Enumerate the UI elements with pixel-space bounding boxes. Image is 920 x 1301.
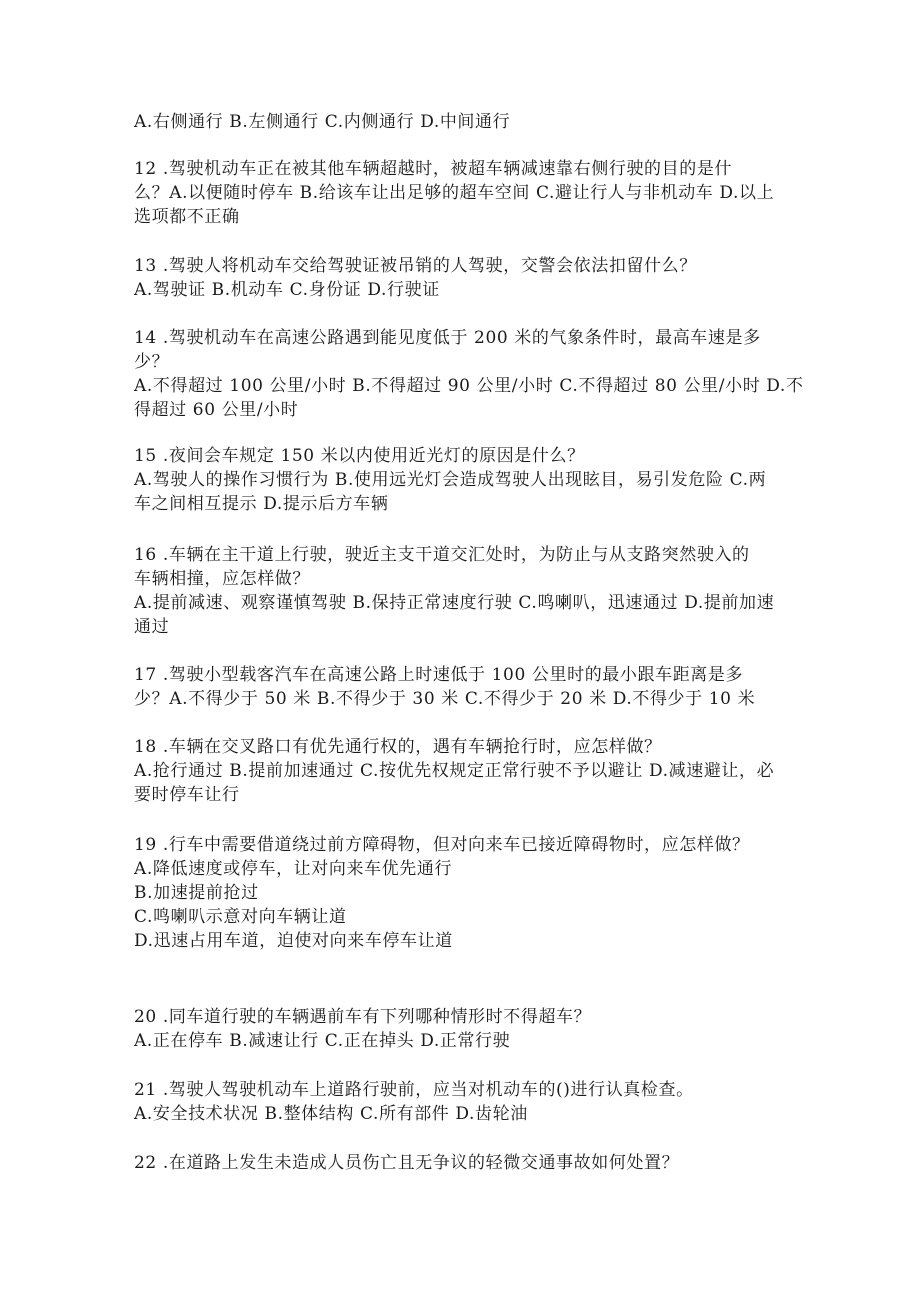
question-option-d: D.迅速占用车道，迫使对向来车停车让道 xyxy=(134,931,453,951)
question-stem: 21 .驾驶人驾驶机动车上道路行驶前，应当对机动车的()进行认真检查。 xyxy=(134,1080,694,1100)
question-stem: 12 .驾驶机动车正在被其他车辆超越时，被超车辆减速靠右侧行驶的目的是什 xyxy=(134,159,733,179)
question-20 xyxy=(134,1005,789,1053)
question-17 xyxy=(134,663,789,711)
question-options: 选项都不正确 xyxy=(134,207,240,227)
question-stem: 22 .在道路上发生未造成人员伤亡且无争议的轻微交通事故如何处置？ xyxy=(134,1153,680,1173)
question-21 xyxy=(134,1078,789,1126)
question-12 xyxy=(134,157,789,229)
question-stem: 17 .驾驶小型载客汽车在高速公路上时速低于 100 公里时的最小跟车距离是多 xyxy=(134,665,744,685)
question-stem: 14 .驾驶机动车在高速公路遇到能见度低于 200 米的气象条件时，最高车速是多 xyxy=(134,328,761,348)
question-options: A.提前减速、观察谨慎驾驶 B.保持正常速度行驶 C.鸣喇叭，迅速通过 D.提前加速 xyxy=(134,593,775,613)
question-stem: 18 .车辆在交叉路口有优先通行权的，遇有车辆抢行时，应怎样做？ xyxy=(134,737,662,757)
question-13 xyxy=(134,254,789,302)
question-options: 得超过 60 公里/小时 xyxy=(134,400,299,420)
question-options: 么？A.以便随时停车 B.给该车让出足够的超车空间 C.避让行人与非机动车 D.以上 xyxy=(134,183,775,203)
question-stem: 13 .驾驶人将机动车交给驾驶证被吊销的人驾驶，交警会依法扣留什么？ xyxy=(134,256,697,276)
question-stem: 15 .夜间会车规定 150 米以内使用近光灯的原因是什么？ xyxy=(134,446,585,466)
question-stem: 车辆相撞，应怎样做？ xyxy=(134,569,310,589)
question-22 xyxy=(134,1151,789,1175)
question-option-c: C.鸣喇叭示意对向车辆让道 xyxy=(134,907,347,927)
question-option-a: A.降低速度或停车，让对向来车优先通行 xyxy=(134,859,453,879)
question-stem: 19 .行车中需要借道绕过前方障碍物，但对向来车已接近障碍物时，应怎样做？ xyxy=(134,835,750,855)
question-16 xyxy=(134,543,789,639)
question-options: A.安全技术状况 B.整体结构 C.所有部件 D.齿轮油 xyxy=(134,1104,528,1124)
question-options: A.不得超过 100 公里/小时 B.不得超过 90 公里/小时 C.不得超过 80 公里/小时 D.不 xyxy=(134,376,804,396)
question-options: 少？A.不得少于 50 米 B.不得少于 30 米 C.不得少于 20 米 D.不得少于 10 米 xyxy=(134,689,756,709)
question-stem: 16 .车辆在主干道上行驶，驶近主支干道交汇处时，为防止与从支路突然驶入的 xyxy=(134,545,750,565)
question-options: 车之间相互提示 D.提示后方车辆 xyxy=(134,494,389,514)
question-stem: 20 .同车道行驶的车辆遇前车有下列哪种情形时不得超车？ xyxy=(134,1007,592,1027)
question-15 xyxy=(134,444,789,516)
question-options: 要时停车让行 xyxy=(134,785,240,805)
question-options: A.驾驶证 B.机动车 C.身份证 D.行驶证 xyxy=(134,280,440,300)
question-19 xyxy=(134,833,789,953)
question-11-options xyxy=(134,110,789,134)
question-18 xyxy=(134,735,789,807)
question-options: A.驾驶人的操作习惯行为 B.使用远光灯会造成驾驶人出现眩目，易引发危险 C.两 xyxy=(134,470,767,490)
text-line: A.右侧通行 B.左侧通行 C.内侧通行 D.中间通行 xyxy=(134,112,511,132)
question-stem: 少？ xyxy=(134,352,170,372)
question-14 xyxy=(134,326,804,422)
question-options: A.正在停车 B.减速让行 C.正在掉头 D.正常行驶 xyxy=(134,1031,511,1051)
question-options: A.抢行通过 B.提前加速通过 C.按优先权规定正常行驶不予以避让 D.减速避让，必 xyxy=(134,761,775,781)
question-option-b: B.加速提前抢过 xyxy=(134,883,259,903)
question-options: 通过 xyxy=(134,617,170,637)
